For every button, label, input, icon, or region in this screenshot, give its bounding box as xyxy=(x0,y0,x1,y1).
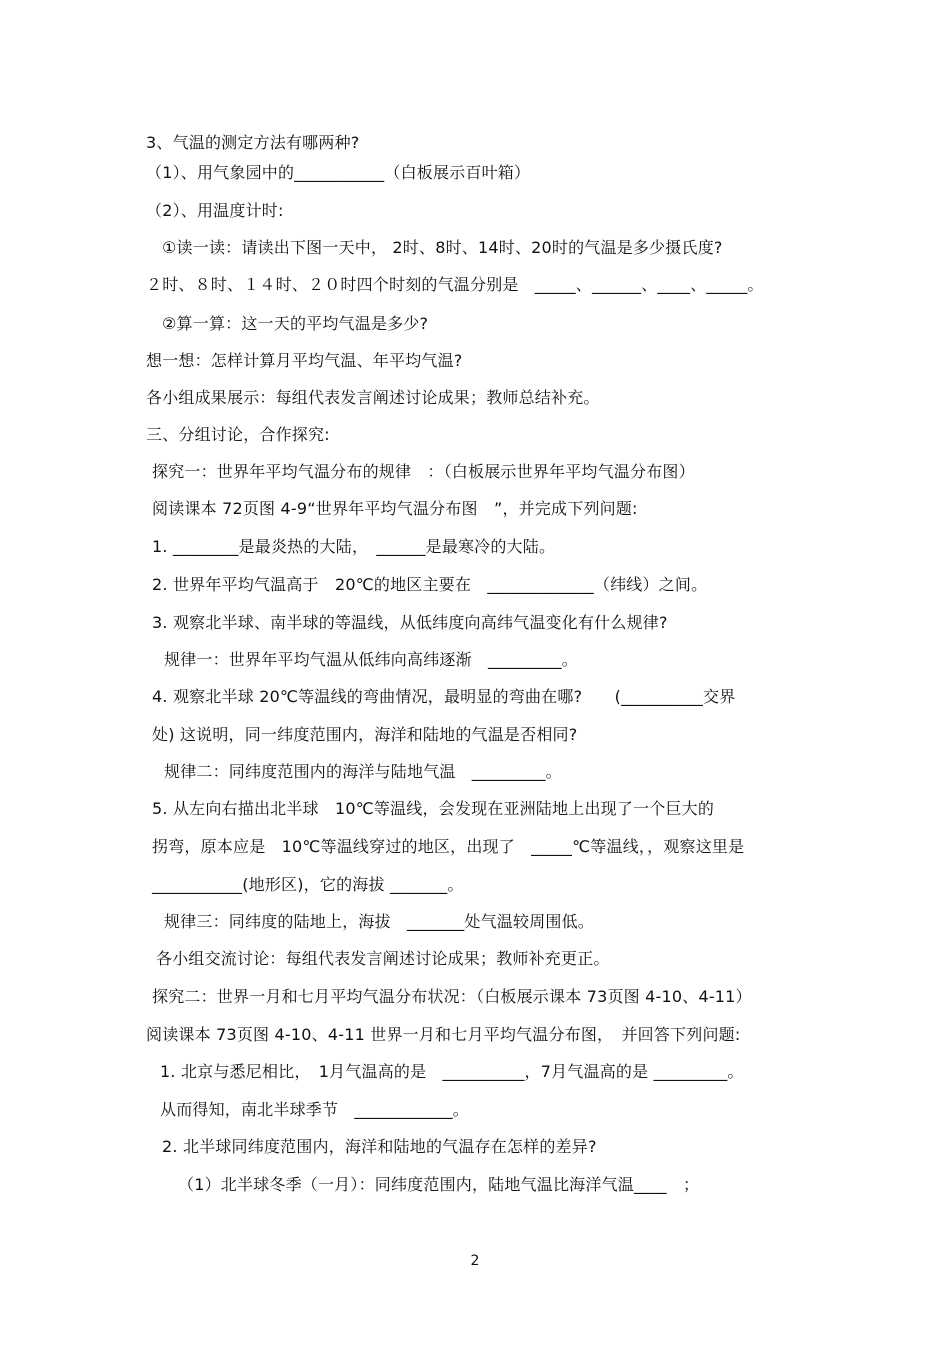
text-line: 想一想：怎样计算月平均气温、年平均气温? xyxy=(146,351,463,370)
text-line: 处) 这说明，同一纬度范围内，海洋和陆地的气温是否相同? xyxy=(152,725,578,744)
page-number: 2 xyxy=(470,1253,480,1269)
text-line: （1）、用气象园中的___________（白板展示百叶箱） xyxy=(146,163,531,182)
rule-line: 规律二：同纬度范围内的海洋与陆地气温 _________。 xyxy=(164,762,562,781)
text-line: 阅读课本 72页图 4-9“世界年平均气温分布图 ”，并完成下列问题: xyxy=(152,499,638,518)
text-line: ②算一算：这一天的平均气温是多少? xyxy=(162,314,429,333)
text-line: ___________(地形区)，它的海拔 _______。 xyxy=(152,875,464,894)
text-line: ①读一读：请读出下图一天中， 2时、8时、14时、20时的气温是多少摄氏度? xyxy=(162,238,723,257)
text-line: ２时、８时、１４时、２０时四个时刻的气温分别是 _____、______、____、_____。 xyxy=(146,275,764,294)
question-line: 1. ________是最炎热的大陆， ______是最寒冷的大陆。 xyxy=(152,537,556,556)
question-line: 2. 北半球同纬度范围内，海洋和陆地的气温存在怎样的差异? xyxy=(162,1137,597,1156)
text-line: 各小组成果展示：每组代表发言阐述讨论成果；教师总结补充。 xyxy=(146,388,600,407)
text-line: 从而得知，南北半球季节 ____________。 xyxy=(160,1100,470,1119)
rule-line: 规律三：同纬度的陆地上，海拔 _______处气温较周围低。 xyxy=(164,912,595,931)
text-line: 探究二：世界一月和七月平均气温分布状况：（白板展示课本 73页图 4-10、4-11） xyxy=(152,987,752,1006)
text-line: 探究一：世界年平均气温分布的规律 ：（白板展示世界年平均气温分布图） xyxy=(152,462,695,481)
text-line: 阅读课本 73页图 4-10、4-11 世界一月和七月平均气温分布图， 并回答下列问题: xyxy=(146,1025,741,1044)
question-line: 3. 观察北半球、南半球的等温线，从低纬度向高纬气温变化有什么规律? xyxy=(152,613,668,632)
question-line: 1. 北京与悉尼相比， 1月气温高的是 __________，7月气温高的是 _________。 xyxy=(160,1062,744,1081)
text-line: 各小组交流讨论：每组代表发言阐述讨论成果；教师补充更正。 xyxy=(156,949,610,968)
question-line: 2. 世界年平均气温高于 20℃的地区主要在 _____________（纬线）之间。 xyxy=(152,575,708,594)
section-heading: 三、分组讨论，合作探究: xyxy=(146,425,330,444)
rule-line: 规律一：世界年平均气温从低纬向高纬逐渐 _________。 xyxy=(164,650,579,669)
text-line: 3、气温的测定方法有哪两种? xyxy=(146,133,360,152)
text-line: 拐弯，原本应是 10℃等温线穿过的地区，出现了 _____℃等温线，，观察这里是 xyxy=(152,837,745,856)
question-line: 4. 观察北半球 20℃等温线的弯曲情况，最明显的弯曲在哪? (__________交界 xyxy=(152,687,736,706)
text-line: （2）、用温度计时: xyxy=(146,201,284,220)
text-line: （1）北半球冬季（一月）：同纬度范围内，陆地气温比海洋气温____ ； xyxy=(178,1175,700,1194)
question-line: 5. 从左向右描出北半球 10℃等温线，会发现在亚洲陆地上出现了一个巨大的 xyxy=(152,799,715,818)
